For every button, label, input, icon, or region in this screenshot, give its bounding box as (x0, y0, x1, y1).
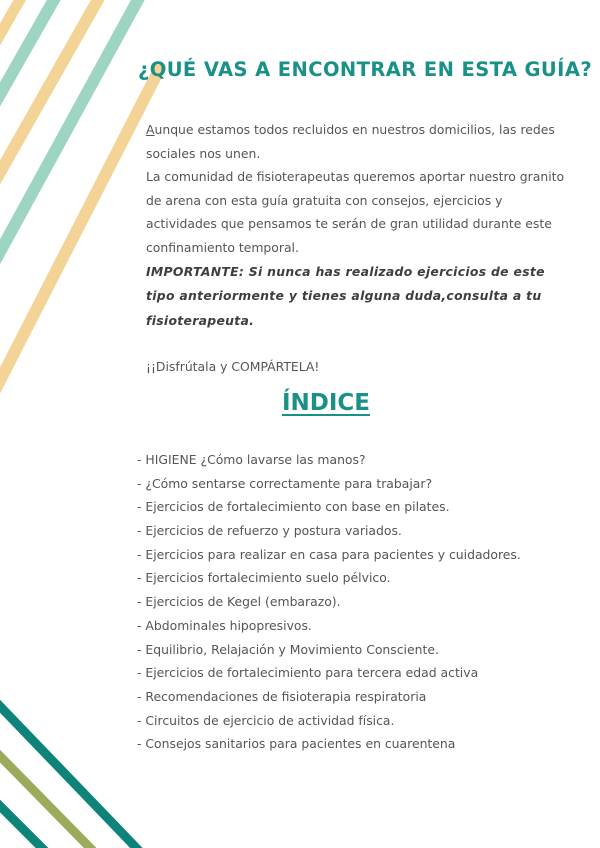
intro-paragraph-2: La comunidad de fisioterapeutas queremos aportar nuestro granito de arena con esta guía gratuita con consejos, ejercicios y actividades que pensamos te serán de gran utilidad durante este confinamiento temporal. (146, 169, 565, 255)
top-stripe-3 (0, 0, 100, 190)
index-item: - Ejercicios de fortalecimiento con base en pilates. (137, 499, 450, 515)
intro-paragraph-1 (146, 118, 576, 165)
top-left-stripes (0, 0, 160, 400)
top-stripe-2 (0, 0, 56, 112)
intro-first-letter: A (146, 122, 155, 137)
intro-spacer (146, 333, 576, 355)
index-item: - Equilibrio, Relajación y Movimiento Consciente. (137, 641, 439, 657)
index-item: - HIGIENE ¿Cómo lavarse las manos? (137, 452, 366, 467)
index-item: - ¿Cómo sentarse correctamente para trabajar? (137, 475, 433, 491)
index-item: - Ejercicios fortalecimiento suelo pélvico. (137, 570, 391, 586)
bottom-left-stripes (0, 700, 146, 848)
top-stripe-4 (0, 0, 140, 270)
intro-paragraph-1-text: unque estamos todos recluidos en nuestros domicilios, las redes sociales nos unen. (146, 122, 555, 161)
bottom-stripe-1 (0, 700, 146, 848)
top-stripe-1 (0, 0, 22, 52)
intro-section (146, 118, 576, 379)
bottom-stripe-2 (0, 750, 100, 848)
page-title: ¿QUÉ VAS A ENCONTRAR EN ESTA GUÍA? (138, 58, 593, 81)
index-item: - Ejercicios de Kegel (embarazo). (137, 594, 341, 610)
index-item: - Ejercicios para realizar en casa para pacientes y cuidadores. (137, 546, 521, 562)
intro-closing: ¡¡Disfrútala y COMPÁRTELA! (146, 359, 320, 375)
bottom-stripe-3 (0, 800, 52, 848)
index-item: - Consejos sanitarios para pacientes en cuarentena (137, 736, 456, 752)
index-list (137, 450, 521, 758)
index-item: - Ejercicios de refuerzo y postura variados. (137, 523, 402, 539)
index-title: ÍNDICE (281, 390, 371, 416)
index-item: - Abdominales hipopresivos. (137, 617, 312, 633)
top-stripe-5 (0, 68, 160, 400)
important-note: IMPORTANTE: Si nunca has realizado ejercicios de este tipo anteriormente y tienes alguna duda,consulta a tu fisioterapeuta. (146, 263, 545, 328)
index-item: - Recomendaciones de fisioterapia respiratoria (137, 688, 427, 704)
index-item: - Ejercicios de fortalecimiento para tercera edad activa (137, 665, 479, 681)
index-item: - Circuitos de ejercicio de actividad física. (137, 712, 395, 728)
